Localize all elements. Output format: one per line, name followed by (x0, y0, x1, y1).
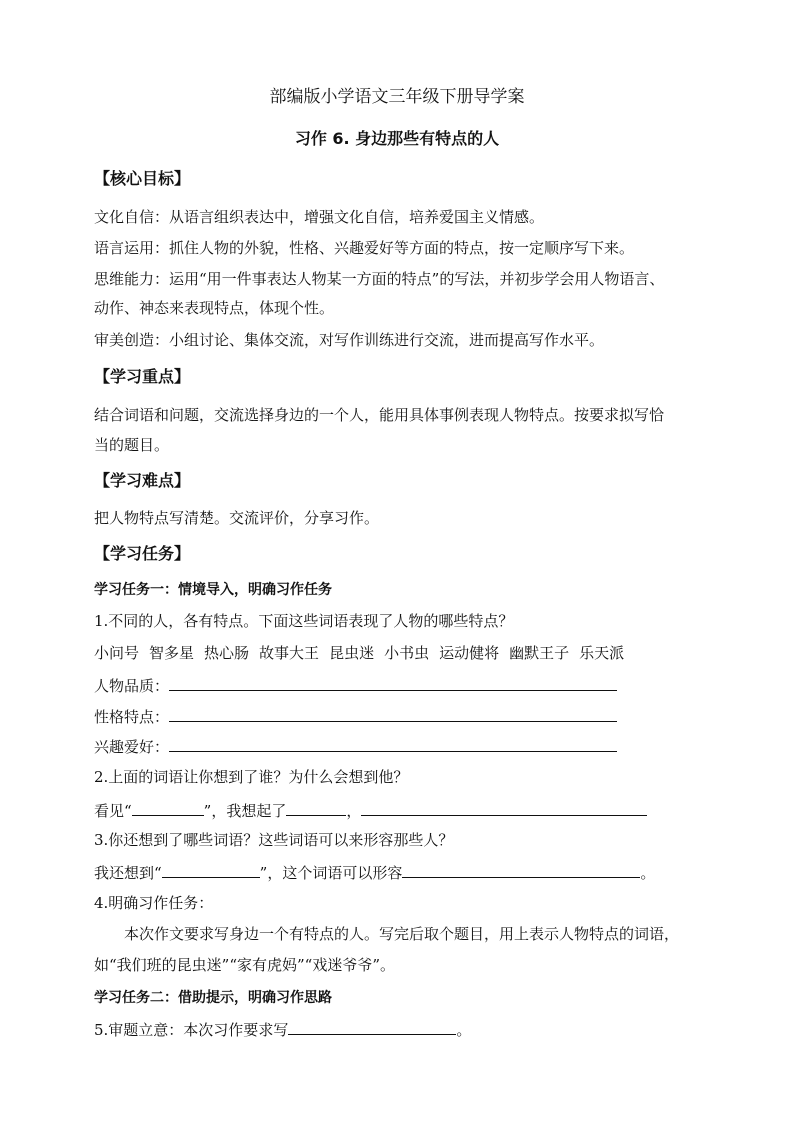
focus-line: 结合词语和问题，交流选择身边的一个人，能用具体事例表现人物特点。按要求拟写恰 (94, 406, 665, 424)
section-heading-goals: 【核心目标】 (94, 169, 191, 188)
q5-answer-blank[interactable] (288, 1019, 456, 1035)
question-4: 4.明确习作任务： (94, 894, 214, 912)
task-requirement-paragraph: 本次作文要求写身边一个有特点的人。写完后取个题目，用上表示人物特点的词语， (124, 925, 680, 943)
quality-label: 人物品质： (94, 677, 170, 695)
trait-word: 智多星 (149, 644, 195, 662)
q2-reason-blank[interactable] (361, 800, 647, 816)
q2-text-c: ， (346, 802, 362, 820)
trait-word-list (94, 643, 634, 663)
trait-word: 幽默王子 (509, 644, 570, 662)
section-heading-focus: 【学习重点】 (94, 367, 191, 386)
document-title: 部编版小学语文三年级下册导学案 (269, 87, 525, 107)
character-label: 性格特点： (94, 708, 170, 726)
question-2: 2.上面的词语让你想到了谁？为什么会想到他？ (94, 768, 409, 786)
q3-description-blank[interactable] (402, 862, 640, 878)
trait-word: 小书虫 (384, 644, 430, 662)
goal-line: 思维能力：运用“用一件事表达人物某一方面的特点”的写法，并初步学会用人物语言、 (94, 270, 665, 288)
character-answer-blank[interactable] (169, 706, 617, 722)
quality-row (94, 675, 617, 696)
q2-text-b: ”，我想起了 (203, 802, 287, 820)
q3-text-b: ”，这个词语可以形容 (259, 864, 403, 882)
q3-word-blank[interactable] (162, 862, 260, 878)
trait-word: 热心肠 (204, 644, 250, 662)
hobby-row (94, 736, 617, 757)
goal-line: 动作、神态来表现特点，体现个性。 (94, 299, 335, 317)
q2-text-a: 看见“ (94, 802, 132, 820)
q5-text-a: 5.审题立意：本次习作要求写 (94, 1021, 289, 1039)
question-2-answer-row (94, 800, 647, 821)
quality-answer-blank[interactable] (169, 675, 617, 691)
q3-text-a: 我还想到“ (94, 864, 162, 882)
document-subtitle: 习作 6. 身边那些有特点的人 (294, 129, 500, 148)
q3-text-c: 。 (640, 864, 656, 882)
goal-line: 文化自信：从语言组织表达中，增强文化自信，培养爱国主义情感。 (94, 208, 545, 226)
q2-person-blank[interactable] (286, 800, 346, 816)
task-requirement-examples: 如“我们班的昆虫迷”“家有虎妈”“戏迷爷爷”。 (94, 956, 396, 974)
trait-word: 故事大王 (259, 644, 320, 662)
section-heading-difficulty: 【学习难点】 (94, 471, 191, 490)
section-heading-tasks: 【学习任务】 (94, 544, 191, 563)
goal-line: 语言运用：抓住人物的外貌，性格、兴趣爱好等方面的特点，按一定顺序写下来。 (94, 239, 635, 257)
question-5-row (94, 1019, 471, 1040)
character-row (94, 706, 617, 727)
trait-word: 乐天派 (579, 644, 625, 662)
trait-word: 小问号 (94, 644, 140, 662)
question-1: 1.不同的人，各有特点。下面这些词语表现了人物的哪些特点？ (94, 612, 514, 630)
q5-text-b: 。 (456, 1021, 472, 1039)
trait-word: 昆虫迷 (329, 644, 375, 662)
task-two-heading: 学习任务二：借助提示，明确习作思路 (94, 990, 332, 1006)
task-one-heading: 学习任务一：情境导入，明确习作任务 (94, 582, 332, 598)
trait-word: 运动健将 (439, 644, 500, 662)
question-3: 3.你还想到了哪些词语？这些词语可以来形容那些人？ (94, 831, 454, 849)
difficulty-line: 把人物特点写清楚。交流评价，分享习作。 (94, 509, 380, 527)
focus-line: 当的题目。 (94, 436, 170, 454)
hobby-label: 兴趣爱好： (94, 738, 170, 756)
q2-word-blank[interactable] (132, 800, 204, 816)
goal-line: 审美创造：小组讨论、集体交流，对写作训练进行交流，进而提高写作水平。 (94, 331, 605, 349)
question-3-answer-row (94, 862, 655, 883)
hobby-answer-blank[interactable] (169, 736, 617, 752)
